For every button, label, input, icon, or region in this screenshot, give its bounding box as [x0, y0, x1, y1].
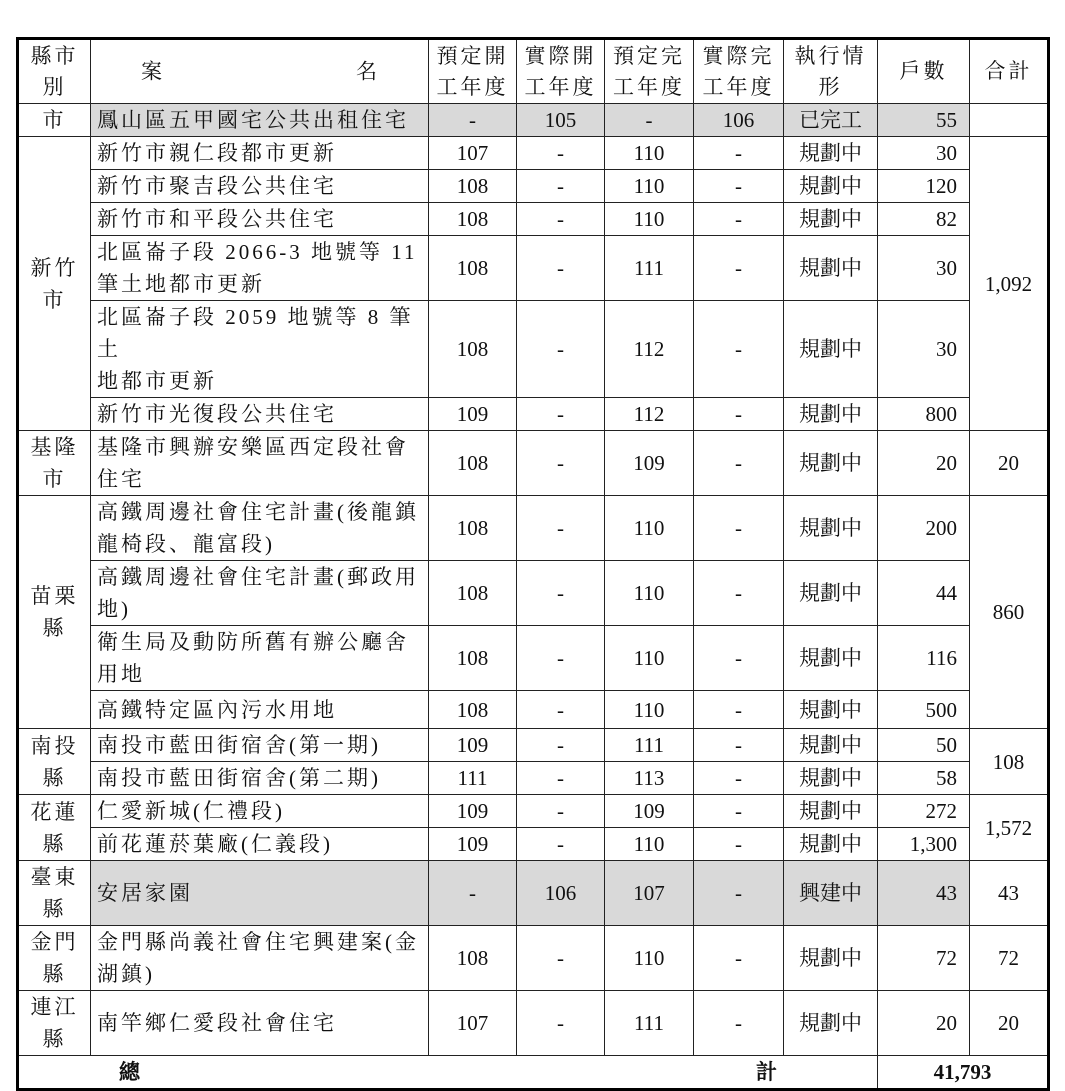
actual-end-cell: -	[694, 236, 784, 301]
planned-start-cell: 108	[429, 561, 517, 626]
units-cell: 50	[878, 729, 970, 762]
actual-start-cell: -	[517, 795, 605, 828]
header-actual-end: 實際完 工年度	[694, 39, 784, 104]
actual-start-cell: 105	[517, 104, 605, 137]
planned-start-cell: 107	[429, 991, 517, 1056]
project-name-cell: 衛生局及動防所舊有辦公廳舍 用地	[91, 626, 429, 691]
actual-end-cell: -	[694, 431, 784, 496]
actual-end-cell: -	[694, 828, 784, 861]
status-cell: 規劃中	[784, 926, 878, 991]
status-cell: 規劃中	[784, 691, 878, 729]
actual-end-cell: -	[694, 496, 784, 561]
header-actual-start: 實際開 工年度	[517, 39, 605, 104]
status-cell: 規劃中	[784, 170, 878, 203]
status-cell: 規劃中	[784, 398, 878, 431]
actual-start-cell: -	[517, 170, 605, 203]
project-name-cell: 新竹市和平段公共住宅	[91, 203, 429, 236]
planned-end-cell: 110	[605, 828, 694, 861]
planned-end-cell: 110	[605, 626, 694, 691]
project-name-cell: 金門縣尚義社會住宅興建案(金 湖鎮)	[91, 926, 429, 991]
actual-start-cell: -	[517, 729, 605, 762]
status-cell: 規劃中	[784, 561, 878, 626]
table-row	[18, 762, 1049, 795]
status-cell: 規劃中	[784, 301, 878, 398]
actual-end-cell: 106	[694, 104, 784, 137]
actual-start-cell: -	[517, 203, 605, 236]
status-cell: 規劃中	[784, 626, 878, 691]
actual-start-cell: -	[517, 496, 605, 561]
actual-end-cell: -	[694, 729, 784, 762]
grand-total-value: 41,793	[878, 1056, 1049, 1090]
actual-start-cell: -	[517, 301, 605, 398]
actual-start-cell: -	[517, 398, 605, 431]
actual-end-cell: -	[694, 626, 784, 691]
table-row	[18, 795, 1049, 828]
subtotal-cell-nantou: 108	[970, 729, 1049, 795]
planned-end-cell: 109	[605, 431, 694, 496]
actual-start-cell: -	[517, 236, 605, 301]
subtotal-cell-kinmen: 72	[970, 926, 1049, 991]
table-row	[18, 626, 1049, 691]
region-cell-taitung: 臺東 縣	[18, 861, 91, 926]
actual-end-cell: -	[694, 170, 784, 203]
actual-end-cell: -	[694, 861, 784, 926]
project-name-cell: 南投市藍田街宿舍(第二期)	[91, 762, 429, 795]
table-row	[18, 926, 1049, 991]
project-name-cell: 北區崙子段 2066-3 地號等 11 筆土地都市更新	[91, 236, 429, 301]
actual-start-cell: -	[517, 561, 605, 626]
actual-start-cell: -	[517, 431, 605, 496]
subtotal-cell-taitung: 43	[970, 861, 1049, 926]
header-region: 縣市 別	[18, 39, 91, 104]
planned-start-cell: 111	[429, 762, 517, 795]
table-row	[18, 236, 1049, 301]
units-cell: 82	[878, 203, 970, 236]
project-name-cell: 新竹市親仁段都市更新	[91, 137, 429, 170]
planned-start-cell: 109	[429, 729, 517, 762]
header-row	[18, 39, 1049, 104]
header-status: 執行情 形	[784, 39, 878, 104]
project-name-cell: 新竹市聚吉段公共住宅	[91, 170, 429, 203]
actual-end-cell: -	[694, 926, 784, 991]
planned-end-cell: -	[605, 104, 694, 137]
region-cell-miaoli: 苗栗 縣	[18, 496, 91, 729]
table-row	[18, 828, 1049, 861]
housing-projects-table	[16, 37, 1050, 1091]
actual-end-cell: -	[694, 991, 784, 1056]
region-cell-lienchiang: 連江 縣	[18, 991, 91, 1056]
table-row	[18, 431, 1049, 496]
planned-start-cell: 107	[429, 137, 517, 170]
planned-end-cell: 110	[605, 561, 694, 626]
project-name-cell: 北區崙子段 2059 地號等 8 筆土 地都市更新	[91, 301, 429, 398]
planned-start-cell: -	[429, 861, 517, 926]
actual-end-cell: -	[694, 561, 784, 626]
planned-start-cell: 108	[429, 301, 517, 398]
planned-start-cell: 109	[429, 398, 517, 431]
actual-start-cell: -	[517, 626, 605, 691]
planned-end-cell: 111	[605, 236, 694, 301]
units-cell: 20	[878, 431, 970, 496]
project-name-cell: 高鐵特定區內污水用地	[91, 691, 429, 729]
planned-end-cell: 111	[605, 991, 694, 1056]
status-cell: 規劃中	[784, 729, 878, 762]
actual-end-cell: -	[694, 301, 784, 398]
planned-end-cell: 110	[605, 496, 694, 561]
planned-end-cell: 110	[605, 926, 694, 991]
actual-end-cell: -	[694, 795, 784, 828]
subtotal-cell-miaoli: 860	[970, 496, 1049, 729]
status-cell: 規劃中	[784, 991, 878, 1056]
actual-start-cell: -	[517, 691, 605, 729]
planned-end-cell: 113	[605, 762, 694, 795]
planned-end-cell: 109	[605, 795, 694, 828]
status-cell: 規劃中	[784, 203, 878, 236]
actual-start-cell: -	[517, 926, 605, 991]
actual-start-cell: -	[517, 762, 605, 795]
planned-start-cell: -	[429, 104, 517, 137]
project-name-cell: 南竿鄉仁愛段社會住宅	[91, 991, 429, 1056]
project-name-cell: 新竹市光復段公共住宅	[91, 398, 429, 431]
project-name-cell: 前花蓮菸葉廠(仁義段)	[91, 828, 429, 861]
actual-end-cell: -	[694, 137, 784, 170]
header-units: 戶數	[878, 39, 970, 104]
planned-start-cell: 109	[429, 795, 517, 828]
table-row	[18, 861, 1049, 926]
planned-start-cell: 108	[429, 496, 517, 561]
project-name-cell: 鳳山區五甲國宅公共出租住宅	[91, 104, 429, 137]
planned-end-cell: 110	[605, 170, 694, 203]
planned-start-cell: 108	[429, 431, 517, 496]
subtotal-cell	[970, 104, 1049, 137]
units-cell: 116	[878, 626, 970, 691]
table-row	[18, 301, 1049, 398]
table-row	[18, 137, 1049, 170]
actual-start-cell: -	[517, 991, 605, 1056]
planned-start-cell: 108	[429, 926, 517, 991]
region-cell-nantou: 南投 縣	[18, 729, 91, 795]
subtotal-cell-hualien: 1,572	[970, 795, 1049, 861]
grand-total-row	[18, 1056, 1049, 1090]
table-row	[18, 729, 1049, 762]
planned-end-cell: 110	[605, 137, 694, 170]
status-cell: 已完工	[784, 104, 878, 137]
region-cell-kinmen: 金門 縣	[18, 926, 91, 991]
project-name-cell: 高鐵周邊社會住宅計畫(後龍鎮 龍椅段、龍富段)	[91, 496, 429, 561]
status-cell: 規劃中	[784, 137, 878, 170]
project-name-cell: 基隆市興辦安樂區西定段社會 住宅	[91, 431, 429, 496]
table-row	[18, 561, 1049, 626]
table-row	[18, 203, 1049, 236]
planned-end-cell: 112	[605, 398, 694, 431]
header-planned-start: 預定開 工年度	[429, 39, 517, 104]
actual-start-cell: -	[517, 828, 605, 861]
units-cell: 1,300	[878, 828, 970, 861]
units-cell: 44	[878, 561, 970, 626]
project-name-cell: 南投市藍田街宿舍(第一期)	[91, 729, 429, 762]
units-cell: 120	[878, 170, 970, 203]
planned-end-cell: 110	[605, 203, 694, 236]
status-cell: 規劃中	[784, 795, 878, 828]
units-cell: 800	[878, 398, 970, 431]
status-cell: 規劃中	[784, 431, 878, 496]
units-cell: 30	[878, 137, 970, 170]
region-cell-hualien: 花蓮 縣	[18, 795, 91, 861]
actual-start-cell: 106	[517, 861, 605, 926]
table-row	[18, 496, 1049, 561]
units-cell: 30	[878, 301, 970, 398]
planned-start-cell: 108	[429, 691, 517, 729]
planned-start-cell: 109	[429, 828, 517, 861]
table-row	[18, 170, 1049, 203]
region-cell-keelung: 基隆 市	[18, 431, 91, 496]
planned-end-cell: 111	[605, 729, 694, 762]
subtotal-cell-lienchiang: 20	[970, 991, 1049, 1056]
units-cell: 72	[878, 926, 970, 991]
table-row	[18, 991, 1049, 1056]
units-cell: 58	[878, 762, 970, 795]
status-cell: 興建中	[784, 861, 878, 926]
table-row	[18, 398, 1049, 431]
units-cell: 43	[878, 861, 970, 926]
table-row	[18, 104, 1049, 137]
actual-end-cell: -	[694, 691, 784, 729]
status-cell: 規劃中	[784, 828, 878, 861]
actual-end-cell: -	[694, 203, 784, 236]
subtotal-cell-hsinchu: 1,092	[970, 137, 1049, 431]
planned-start-cell: 108	[429, 170, 517, 203]
status-cell: 規劃中	[784, 496, 878, 561]
units-cell: 200	[878, 496, 970, 561]
grand-total-label: 總 計	[18, 1056, 878, 1090]
actual-start-cell: -	[517, 137, 605, 170]
header-project-name: 案 名	[91, 39, 429, 104]
actual-end-cell: -	[694, 398, 784, 431]
planned-end-cell: 107	[605, 861, 694, 926]
region-cell: 市	[18, 104, 91, 137]
units-cell: 55	[878, 104, 970, 137]
units-cell: 30	[878, 236, 970, 301]
table-row	[18, 691, 1049, 729]
header-planned-end: 預定完 工年度	[605, 39, 694, 104]
units-cell: 20	[878, 991, 970, 1056]
planned-end-cell: 110	[605, 691, 694, 729]
planned-start-cell: 108	[429, 626, 517, 691]
status-cell: 規劃中	[784, 762, 878, 795]
actual-end-cell: -	[694, 762, 784, 795]
header-subtotal: 合計	[970, 39, 1049, 104]
project-name-cell: 高鐵周邊社會住宅計畫(郵政用 地)	[91, 561, 429, 626]
project-name-cell: 安居家園	[91, 861, 429, 926]
project-name-cell: 仁愛新城(仁禮段)	[91, 795, 429, 828]
status-cell: 規劃中	[784, 236, 878, 301]
units-cell: 500	[878, 691, 970, 729]
units-cell: 272	[878, 795, 970, 828]
planned-start-cell: 108	[429, 236, 517, 301]
planned-end-cell: 112	[605, 301, 694, 398]
planned-start-cell: 108	[429, 203, 517, 236]
housing-projects-table-container	[16, 37, 1050, 1091]
region-cell-hsinchu: 新竹 市	[18, 137, 91, 431]
subtotal-cell-keelung: 20	[970, 431, 1049, 496]
